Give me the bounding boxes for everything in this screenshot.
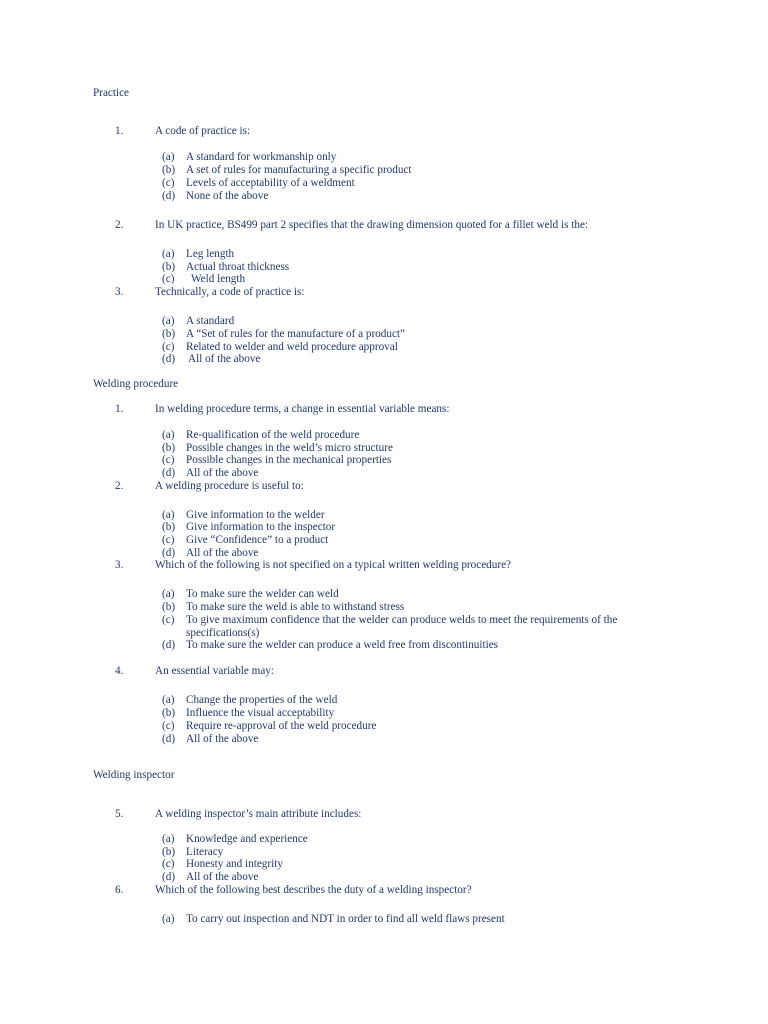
option-text: Weld length	[191, 273, 246, 285]
option-text: To give maximum confidence that the welder can produce welds to meet the requirements of the specifications(s)	[186, 614, 618, 639]
option-label: (c)	[162, 534, 175, 546]
option-label: (c)	[162, 273, 175, 285]
option-text: Possible changes in the mechanical properties	[186, 454, 392, 466]
option-label: (c)	[162, 177, 175, 189]
option-text: Re-qualification of the weld procedure	[186, 429, 360, 441]
question-number: 3.	[115, 286, 124, 298]
question-number: 2.	[115, 219, 124, 231]
question-number: 4.	[115, 665, 124, 677]
question-text: Which of the following best describes the duty of a welding inspector?	[155, 884, 472, 896]
option-text: Honesty and integrity	[186, 858, 283, 870]
option-text: All of the above	[188, 353, 261, 365]
option-text: Related to welder and weld procedure approval	[186, 341, 398, 353]
question-text: In UK practice, BS499 part 2 specifies that the drawing dimension quoted for a fillet weld is the:	[155, 219, 589, 231]
option-text: To make sure the weld is able to withstand stress	[186, 601, 405, 613]
question-text: Technically, a code of practice is:	[155, 286, 305, 298]
question-text: Which of the following is not specified on a typical written welding procedure?	[155, 559, 512, 571]
option-label: (b)	[162, 846, 176, 858]
option-text: Possible changes in the weld’s micro structure	[186, 442, 393, 454]
option-label: (b)	[162, 328, 176, 340]
option-text: Knowledge and experience	[186, 833, 308, 845]
section-heading-welding-inspector: Welding inspector	[93, 769, 175, 781]
option-label: (d)	[162, 353, 176, 365]
option-label: (b)	[162, 164, 176, 176]
option-label: (d)	[162, 467, 176, 479]
option-label: (a)	[162, 913, 175, 925]
option-text: Leg length	[186, 248, 235, 260]
question-number: 6.	[115, 884, 124, 896]
option-label: (a)	[162, 588, 175, 600]
option-text: Influence the visual acceptability	[186, 707, 335, 719]
option-text: A standard	[186, 315, 235, 327]
option-label: (a)	[162, 151, 175, 163]
question-number: 1.	[115, 125, 124, 137]
option-text: Require re-approval of the weld procedure	[186, 720, 377, 732]
option-text: All of the above	[186, 547, 259, 559]
option-label: (d)	[162, 547, 176, 559]
option-text: Change the properties of the weld	[186, 694, 338, 706]
option-label: (b)	[162, 521, 176, 533]
option-text: All of the above	[186, 467, 259, 479]
option-text: Give information to the inspector	[186, 521, 336, 533]
option-text: Literacy	[186, 846, 224, 858]
option-label: (a)	[162, 429, 175, 441]
question-text: An essential variable may:	[155, 665, 274, 677]
question-number: 1.	[115, 403, 124, 415]
question-text: A welding procedure is useful to:	[155, 480, 304, 492]
section-heading-welding-procedure: Welding procedure	[93, 378, 179, 390]
option-text: To carry out inspection and NDT in order to find all weld flaws present	[186, 913, 505, 925]
option-label: (a)	[162, 509, 175, 521]
option-label: (b)	[162, 261, 176, 273]
option-text: Give “Confidence” to a product	[186, 534, 329, 546]
question-number: 2.	[115, 480, 124, 492]
question-text: A code of practice is:	[155, 125, 251, 137]
section-heading-practice: Practice	[93, 87, 130, 99]
option-label: (b)	[162, 707, 176, 719]
option-label: (d)	[162, 639, 176, 651]
option-label: (a)	[162, 248, 175, 260]
option-text: All of the above	[186, 871, 259, 883]
option-text: A “Set of rules for the manufacture of a product”	[186, 328, 406, 340]
option-label: (c)	[162, 341, 175, 353]
question-number: 3.	[115, 559, 124, 571]
option-text: All of the above	[186, 733, 259, 745]
option-label: (a)	[162, 833, 175, 845]
option-label: (a)	[162, 694, 175, 706]
option-label: (c)	[162, 454, 175, 466]
option-label: (b)	[162, 601, 176, 613]
option-text: Actual throat thickness	[186, 261, 290, 273]
option-text: None of the above	[186, 190, 269, 202]
question-text: In welding procedure terms, a change in essential variable means:	[155, 403, 450, 415]
question-number: 5.	[115, 808, 124, 820]
question-text: A welding inspector’s main attribute includes:	[155, 808, 362, 820]
option-text: Give information to the welder	[186, 509, 325, 521]
option-label: (b)	[162, 442, 176, 454]
option-text: To make sure the welder can weld	[186, 588, 339, 600]
option-text: To make sure the welder can produce a weld free from discontinuities	[186, 639, 499, 651]
option-label: (a)	[162, 315, 175, 327]
option-label: (d)	[162, 190, 176, 202]
option-text: A standard for workmanship only	[186, 151, 337, 163]
option-text: A set of rules for manufacturing a specific product	[186, 164, 412, 176]
option-label: (d)	[162, 733, 176, 745]
option-label: (c)	[162, 720, 175, 732]
option-label: (d)	[162, 871, 176, 883]
option-label: (c)	[162, 614, 175, 626]
option-text: Levels of acceptability of a weldment	[186, 177, 355, 189]
option-label: (c)	[162, 858, 175, 870]
